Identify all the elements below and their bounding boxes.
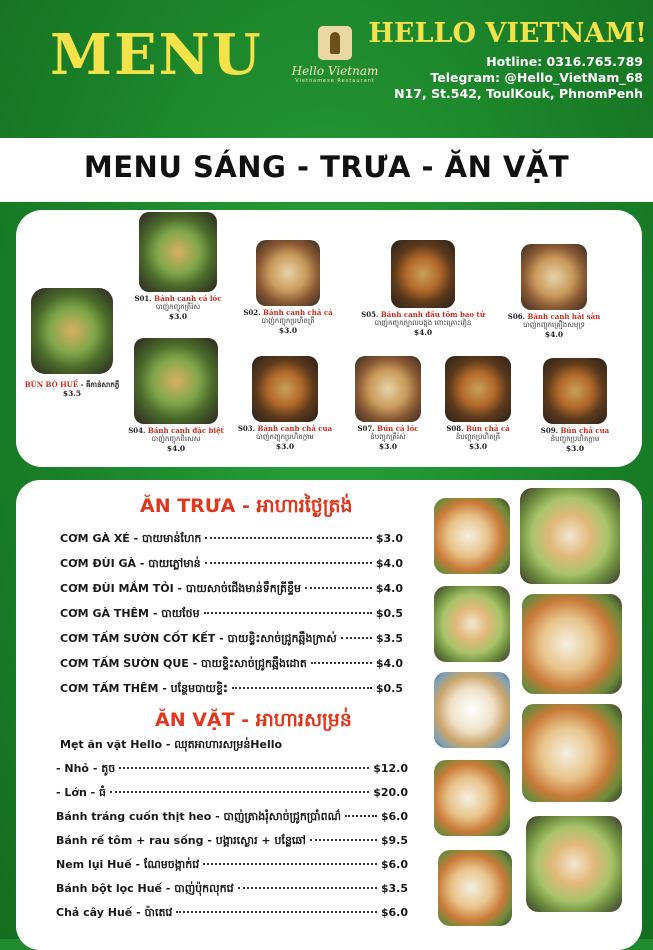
food-photo bbox=[520, 488, 620, 584]
leader-dots bbox=[176, 911, 376, 913]
snack-row bbox=[56, 762, 408, 778]
dish-code: S01. bbox=[134, 294, 152, 303]
leader-dots bbox=[232, 687, 372, 689]
item-price: $3.5 bbox=[375, 632, 403, 645]
item-name: Chả cây Huế - ប៉ាតេវេ bbox=[56, 906, 173, 919]
item-price: $4.0 bbox=[375, 582, 403, 595]
dish-photo bbox=[256, 240, 320, 306]
dish-s01 bbox=[128, 212, 228, 322]
dish-name: Bánh canh chả cá bbox=[263, 308, 333, 317]
dish-km: បាញ់កញ្ចុកគ្រឿងសមុទ្រ bbox=[523, 321, 585, 329]
leader-dots bbox=[205, 537, 371, 539]
item-name: Bánh tráng cuốn thịt heo - បាញ់ត្រាងរុំសាច់ជ្រូកប្រាំពណ៌ bbox=[56, 810, 342, 823]
food-photo bbox=[434, 586, 510, 662]
dish-photo bbox=[355, 356, 421, 422]
food-photo bbox=[434, 760, 510, 836]
item-name: Nem lụi Huế - ណែមចង្កាក់វេ bbox=[56, 858, 200, 871]
dish-photo bbox=[134, 338, 218, 424]
telegram: Telegram: @Hello_VietNam_68 bbox=[430, 70, 643, 85]
snack-row bbox=[56, 858, 408, 874]
lunch-row bbox=[60, 582, 403, 598]
item-price: $4.0 bbox=[375, 557, 403, 570]
leader-dots bbox=[305, 587, 372, 589]
leader-dots bbox=[341, 637, 372, 639]
hotline: Hotline: 0316.765.789 bbox=[486, 54, 643, 69]
leader-dots bbox=[310, 839, 377, 841]
leader-dots bbox=[238, 887, 377, 889]
dish-code: S02. bbox=[243, 308, 261, 317]
item-price: $6.0 bbox=[380, 810, 408, 823]
dish-photo bbox=[445, 356, 511, 422]
dish-price: $4.0 bbox=[166, 444, 186, 453]
dish-name: Bún chả cua bbox=[560, 426, 610, 435]
food-photo bbox=[522, 704, 622, 802]
lunch-row bbox=[60, 657, 403, 673]
snack-row bbox=[56, 834, 408, 850]
snack-row bbox=[56, 810, 408, 826]
dish-price: $3.0 bbox=[168, 312, 188, 321]
food-photo bbox=[434, 498, 510, 574]
menu-heading: MENU bbox=[50, 22, 263, 88]
item-price: $3.0 bbox=[375, 532, 403, 545]
food-photo bbox=[434, 672, 510, 748]
item-name: CƠM TẤM SƯỜN CỐT KẾT - បាយខ្ទិះសាច់ជ្រូកឆ្អឹងក្រាស់ bbox=[60, 632, 337, 645]
item-price: $20.0 bbox=[373, 786, 408, 799]
item-price: $3.5 bbox=[380, 882, 408, 895]
lunch-title: ĂN TRƯA - អាហារថ្ងៃត្រង់ bbox=[140, 495, 353, 517]
snack-title: ĂN VẶT - អាហារសម្រន់ bbox=[155, 709, 352, 731]
dish-s07 bbox=[346, 356, 430, 452]
dish-code: S07. bbox=[357, 424, 375, 433]
dish-name: Bánh canh chả cua bbox=[257, 424, 333, 433]
dish-s08 bbox=[436, 356, 520, 452]
item-name: Bánh rế tôm + rau sống - បង្គារស្ងោរ + បន្លែឆៅ bbox=[56, 834, 306, 847]
dish-price: $4.0 bbox=[413, 328, 433, 337]
dish-s04 bbox=[126, 338, 226, 454]
dish-featured bbox=[24, 288, 120, 399]
leader-dots bbox=[205, 562, 372, 564]
item-name: Bánh bột lọc Huế - បាញ់ប៉ុកលុកវេ bbox=[56, 882, 234, 895]
item-price: $4.0 bbox=[375, 657, 403, 670]
lunch-row bbox=[60, 632, 403, 648]
dish-price: $3.0 bbox=[278, 326, 298, 335]
item-price: $6.0 bbox=[380, 906, 408, 919]
food-photo bbox=[522, 594, 622, 694]
item-price: $6.0 bbox=[380, 858, 408, 871]
leader-dots bbox=[311, 662, 372, 664]
item-name: CƠM GÀ THÊM - បាយថែម bbox=[60, 607, 200, 620]
dish-name: Bánh canh đặc biệt bbox=[147, 426, 224, 435]
item-name: CƠM ĐÙI GÀ - បាយភ្លៅមាន់ bbox=[60, 557, 201, 570]
dish-code: S06. bbox=[507, 312, 525, 321]
dish-name: BÚN BÒ HUẾ bbox=[24, 380, 79, 389]
leader-dots bbox=[203, 863, 377, 865]
dish-code: S08. bbox=[446, 424, 464, 433]
dish-name: Bánh canh cá lóc bbox=[154, 294, 222, 303]
dish-price: $3.0 bbox=[565, 444, 585, 453]
dish-km: បាញ់កញ្ចុកត្រីរ៉ស់ bbox=[155, 303, 201, 311]
dish-s03 bbox=[232, 356, 338, 452]
dish-km: បាញ់កញ្ចុកក្បាលបង្កង ពោះគ្រោះវៀន bbox=[374, 319, 472, 327]
dish-price: $3.0 bbox=[378, 442, 398, 451]
item-price: $9.5 bbox=[380, 834, 408, 847]
logo-name: Hello Vietnam bbox=[291, 64, 379, 78]
dish-name: Bún chả cá bbox=[466, 424, 510, 433]
lunch-row bbox=[60, 532, 403, 548]
leader-dots bbox=[110, 791, 369, 793]
item-price: $12.0 bbox=[373, 762, 408, 775]
item-name: - Nhỏ - តូច bbox=[56, 762, 116, 775]
item-price: $0.5 bbox=[375, 607, 403, 620]
dish-photo bbox=[31, 288, 113, 374]
dish-km: បាញ់កញ្ចុកប្រហិតក្តាម bbox=[256, 433, 314, 441]
snack-row bbox=[56, 786, 408, 802]
leader-dots bbox=[119, 767, 369, 769]
brand-title: HELLO VIETNAM! bbox=[368, 18, 647, 49]
dish-photo bbox=[139, 212, 217, 292]
dish-s05 bbox=[360, 240, 486, 338]
item-price: $0.5 bbox=[375, 682, 403, 695]
leader-dots bbox=[204, 612, 372, 614]
dish-s02 bbox=[236, 240, 340, 336]
item-name: CƠM ĐÙI MẮM TỎI - បាយសាច់ជើងមាន់ទឹកត្រីខ្ទឹម bbox=[60, 582, 301, 595]
food-photo bbox=[438, 850, 512, 926]
dish-name: Bún cá lóc bbox=[377, 424, 419, 433]
dish-price: $3.0 bbox=[468, 442, 488, 451]
dish-photo bbox=[391, 240, 455, 308]
address: N17, St.542, ToulKouk, PhnomPenh bbox=[394, 86, 643, 101]
item-name: CƠM TẤM SƯỜN QUE - បាយខ្ទិះសាច់ជ្រូកឆ្អឹងដោត bbox=[60, 657, 307, 670]
item-name: CƠM GÀ XÉ - បាយមាន់ហែក bbox=[60, 532, 202, 545]
dish-photo bbox=[543, 358, 607, 424]
dish-km: - ឝីកាន់សាកភ្លី bbox=[80, 380, 120, 389]
dish-price: $3.0 bbox=[275, 442, 295, 451]
dish-price: $4.0 bbox=[544, 330, 564, 339]
lady-logo-icon bbox=[318, 26, 352, 60]
snack-row bbox=[56, 882, 408, 898]
lunch-row bbox=[60, 607, 403, 623]
dish-km: បាញ់កញ្ចុកប្រហិតត្រី bbox=[261, 317, 315, 325]
dish-code: S09. bbox=[540, 426, 559, 435]
leader-dots bbox=[345, 815, 377, 817]
lunch-row bbox=[60, 557, 403, 573]
dish-code: S04. bbox=[128, 426, 146, 435]
lunch-row bbox=[60, 682, 403, 698]
logo-sub: Vietnamese Restaurant bbox=[295, 78, 375, 84]
dish-name: Bánh canh đầu tôm bao tử bbox=[380, 310, 485, 319]
dish-km: នំបញ្ចុកប្រហិតត្រី bbox=[455, 433, 501, 441]
dish-name: Bánh canh hải sản bbox=[527, 312, 601, 321]
contact-info bbox=[394, 54, 643, 102]
food-photo bbox=[526, 816, 622, 912]
dish-km: បាញ់កញ្ចុកពិសេស bbox=[151, 435, 201, 443]
band-title: MENU SÁNG - TRƯA - ĂN VẶT bbox=[83, 150, 570, 184]
dish-code: S05. bbox=[361, 310, 379, 319]
dish-km: នំបញ្ចុកត្រីរ៉ស់ bbox=[370, 433, 406, 441]
item-name: CƠM TẤM THÊM - បន្ថែមបាយខ្ទិះ bbox=[60, 682, 228, 695]
dish-s06 bbox=[500, 244, 608, 340]
dish-s09 bbox=[530, 358, 620, 454]
dish-price: $3.5 bbox=[62, 389, 82, 398]
item-name: - Lớn - ធំ bbox=[56, 786, 106, 799]
dish-code: S03. bbox=[237, 424, 256, 433]
snack-row bbox=[56, 906, 408, 922]
snack-combo: Mẹt ăn vặt Hello - ឈុតអាហារសម្រន់Hello bbox=[60, 738, 283, 751]
dish-km: នំបញ្ចុកប្រហិតក្តាម bbox=[550, 435, 600, 443]
dish-photo bbox=[521, 244, 587, 310]
dish-photo bbox=[252, 356, 318, 422]
